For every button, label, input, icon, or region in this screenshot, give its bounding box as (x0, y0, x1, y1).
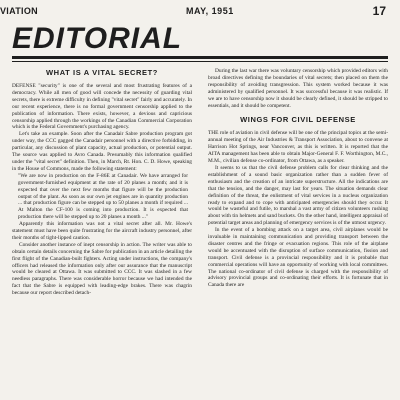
quoted-statement: "We are now in production on the F-86E at Canadair. We have arranged for government-furnished equipment at the rate of 20 planes a month; and it is expected that over the next few months that figure will be the production output of the plant. As soon as our own jet engines are in quantity production ... that production figure can be stepped up to 50 planes a month if required ... At Malton the CF-100 is coming into production. It is expected that production there will be stepped up to 20 planes a month ..." (18, 172, 188, 221)
article-title-civil-defense: WINGS FOR CIVIL DEFENSE (240, 115, 356, 125)
paragraph: THE role of aviation in civil defense will be one of the principal topics at the semi-annual meeting of the Air Industries & Transport Association, about to convene at Harrison Hot Springs, near Vancouver, as this is written. It is reported that the AITA management has been able to obtain Major-General F. F. Worthington, M.C., M.M., civilian defense co-ordinator, from Ottawa, as a speaker. (208, 130, 388, 165)
article-title-vital-secret: WHAT IS A VITAL SECRET? (46, 68, 158, 77)
right-column (208, 68, 388, 289)
paragraph: It seems to us that the civil defense problem calls for clear thinking and the establishment of a sound basic organization rather than a sudden fever of enthusiasm and the creation of an intricate superstructure. All the indications are that the tension, and the danger, may last for years. The situation demands clear definition of the threat, the enlistment of vital services in a nucleus organization ready to expand and to cope with anticipated emergencies should they occur. It would be wasteful and futile, to marshal a vast army of citizen volunteers rushing about with tin helmets and sand buckets. On the other hand, intelligent appraisal of potential target areas and planning of emergency services is of the utmost urgency. (208, 164, 388, 227)
paragraph: Consider another instance of inept censorship in action. The writer was able to obtain certain details concerning the Sabre for publication in an article detailing the first flight of the Canadian-built fighters. Acting under instructions, the company's officers had released the information only after our assurance that the manuscript would be cleared at Ottawa. It was submitted to CCC. It was slashed in a few needless paragraphs. There was considerable horror because we had intended the fact that the Sabre is equipped with leading-edge brakes. There was chagrin because our report described detach- (12, 241, 192, 297)
paragraph: In the event of a bombing attack on a target area, civil airplanes would be invaluable in maintaining communication and providing transport between the disaster centres and the fringe or evacuation regions. This role of the airplane would be accentuated with the disruption of surface communication, fission and transport. Civil defense is a provincial responsibility and it is probable that commercial operations will have an opportunity of working with local committees. The national co-ordinator of civil defense is charged with the responsibility of advisory provincial groups and co-ordinating their efforts. It is fortunate that in Canada there are (208, 227, 388, 289)
masthead-rule-thick (12, 56, 388, 59)
editorial-masthead: EDITORIAL (12, 22, 183, 55)
issue-date: MAY, 1951 (186, 6, 234, 16)
left-column (12, 68, 192, 297)
paragraph: During the last war there was voluntary censorship which provided editors with broad directives defining the boundaries of vital secrets; then placed on them the responsibility of avoiding transgression. This system worked because it was administered by qualified personnel. It was successful because it was realistic. If we are to have censorship now it should be clearly defined, it should be stripped to essentials, and it should be competent. (208, 68, 388, 109)
paragraph: Apparently this information was not a vital secret after all. Mr. Howe's statement must have been quite frustrating for the aircraft industry personnel, after their months of tight-lipped caution. (12, 221, 192, 241)
masthead-rule-thin (12, 61, 388, 62)
paragraph: DEFENSE "security" is one of the several and most frustrating features of a democracy. While all men of good will concede the necessity of guarding vital secrets, there is extreme difficulty in defining "vital secret" fairly and accurately. In our recent experience, there is no formal government censorship applied to the publication of information. There exists, however, a devious and capricious censorship applied through the workings of the Canadian Commercial Corporation which is the Federal Government's purchasing agency. (12, 83, 192, 131)
page-header (0, 4, 400, 18)
paragraph: Let's take an example. Soon after the Canadair Sabre production program got under way, the CCC gagged the Canadair personnel with a directive forbidding, in particular, any discussion of plant capacity, actual production, or potential output. The source was applied to Avro Canada. Presumably this information qualified under the "vital secret" definition. Then, in March, Rt. Hon. C. D. Howe, speaking in the House of Commons, made the following statement: (12, 131, 192, 172)
running-title: VIATION (0, 6, 38, 16)
page-number: 17 (372, 4, 386, 18)
